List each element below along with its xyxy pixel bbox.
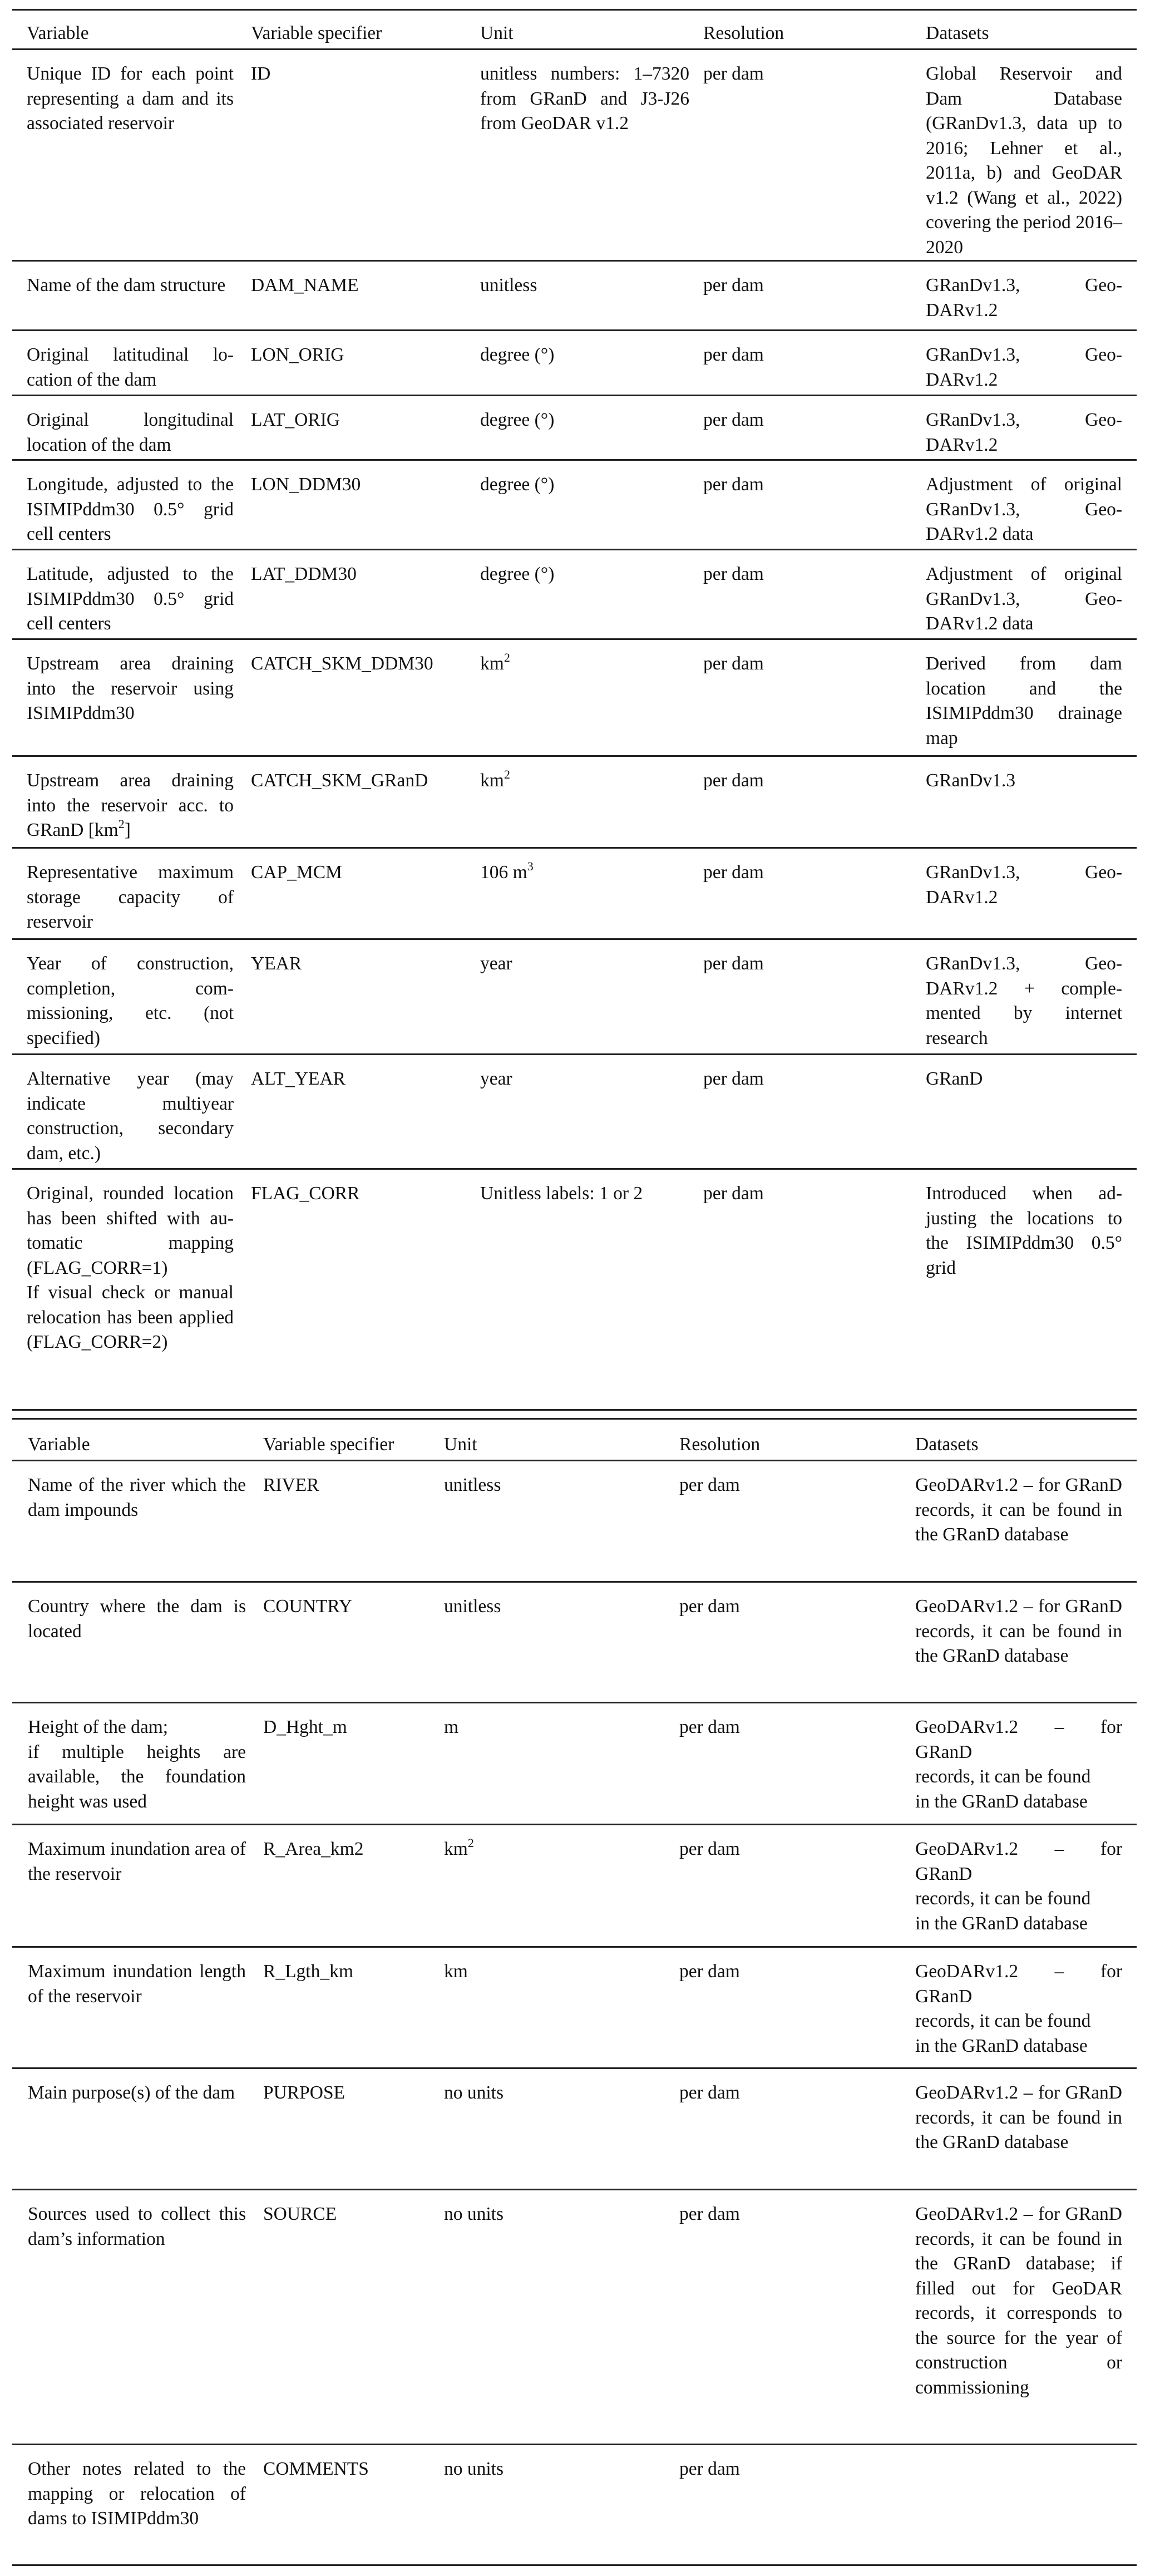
- superscript: 2: [118, 816, 125, 831]
- specifier-cell: [251, 562, 462, 587]
- row-rule: [12, 1946, 1137, 1948]
- resolution-cell: [679, 1959, 891, 1984]
- top-rule: [12, 9, 1137, 11]
- variable-cell: [27, 860, 234, 935]
- header-datasets: Datasets: [926, 23, 989, 43]
- specifier-text: DAM_NAME: [251, 275, 359, 295]
- datasets-text: Global Reservoir and Dam Database (GRanDv1.3, data up to 2016; Lehner et al., 2011a, b) and GeoDAR v1.2 (Wang et al., 2022) covering the period 2016–2020: [926, 63, 1122, 258]
- specifier-text: COUNTRY: [263, 1596, 353, 1617]
- header-unit: Unit: [480, 23, 514, 43]
- variable-text: Original longitudinal location of the dam: [27, 410, 234, 455]
- row-rule: [12, 1824, 1137, 1825]
- variable-cell: [28, 1594, 246, 1644]
- datasets-cell: [926, 860, 1122, 910]
- unit-cell: [480, 952, 689, 977]
- specifier-cell: [251, 472, 462, 498]
- resolution-cell: [679, 2202, 891, 2227]
- variable-cell: [27, 652, 234, 726]
- unit-cell: [480, 860, 689, 885]
- unit-cell: [480, 62, 689, 136]
- datasets-text: GRanDv1.3, GeoDARv1.2: [926, 344, 1122, 390]
- unit-text: Unitless labels: 1 or 2: [480, 1183, 643, 1204]
- variable-cell: [27, 62, 234, 136]
- header-variable: Variable: [28, 1434, 90, 1455]
- specifier-cell: [263, 1837, 430, 1862]
- header-resolution: Resolution: [703, 23, 784, 43]
- specifier-text: LAT_ORIG: [251, 410, 340, 430]
- variable-text: Upstream area draining into the reservoir acc. to GRanD [km: [27, 770, 234, 840]
- resolution-text: per dam: [703, 564, 764, 584]
- unit-cell: [444, 1594, 655, 1619]
- unit-cell: [444, 2202, 655, 2227]
- row-rule: [12, 2189, 1137, 2190]
- row-rule: [12, 2564, 1137, 2566]
- unit-text: no units: [444, 2204, 504, 2224]
- datasets-text: GeoDARv1.2 – for GRanD records, it can be found in the GRanD database; if filled out for GeoDAR records, it corresponds to the source for the year of construction or commissioning: [915, 2204, 1122, 2398]
- resolution-text: per dam: [703, 862, 764, 883]
- unit-text: no units: [444, 2082, 504, 2103]
- resolution-text: per dam: [703, 275, 764, 295]
- unit-text: degree (°): [480, 410, 555, 430]
- datasets-text: GRanDv1.3: [926, 770, 1015, 791]
- resolution-cell: [703, 562, 904, 587]
- unit-text: km: [444, 1961, 468, 1982]
- row-rule: [12, 395, 1137, 396]
- resolution-cell: [703, 1067, 904, 1092]
- row-rule: [12, 1053, 1137, 1055]
- variable-cell: [28, 2457, 246, 2531]
- unit-cell: [444, 1473, 655, 1498]
- variable-cell: [27, 273, 234, 298]
- unit-text: degree (°): [480, 344, 555, 365]
- specifier-text: LON_ORIG: [251, 344, 344, 365]
- variable-text: Height of the dam;: [28, 1717, 169, 1737]
- unit-text: km: [480, 653, 504, 674]
- specifier-text: ALT_YEAR: [251, 1068, 346, 1089]
- datasets-text: GeoDARv1.2 – for GRanD records, it can be found in the GRanD database: [915, 1475, 1122, 1545]
- variable-text: Representative maximum storage capacity of reservoir: [27, 862, 234, 932]
- resolution-text: per dam: [679, 1961, 740, 1982]
- specifier-text: R_Lgth_km: [263, 1961, 353, 1982]
- unit-cell: [480, 652, 689, 677]
- datasets-line: in the GRanD database: [915, 1791, 1088, 1812]
- unit-text: no units: [444, 2459, 504, 2479]
- resolution-cell: [703, 860, 904, 885]
- variable-text: Original, rounded location has been shifted with automatic mapping (FLAG_CORR=1): [27, 1183, 234, 1278]
- resolution-text: per dam: [703, 953, 764, 974]
- specifier-text: SOURCE: [263, 2204, 337, 2224]
- specifier-text: CATCH_SKM_GRanD: [251, 770, 428, 791]
- text-tail: ]: [124, 820, 131, 840]
- resolution-text: per dam: [679, 2459, 740, 2479]
- datasets-cell: [926, 472, 1122, 547]
- unit-cell: [480, 769, 689, 794]
- resolution-cell: [679, 2457, 891, 2482]
- variable-second-paragraph: If visual check or manual relocation has been applied (FLAG_CORR=2): [27, 1282, 234, 1352]
- header-variable: Variable: [27, 23, 89, 43]
- unit-text: degree (°): [480, 564, 555, 584]
- row-rule: [12, 847, 1137, 849]
- variable-cell: [27, 1067, 234, 1166]
- resolution-cell: [703, 652, 904, 677]
- datasets-cell: [915, 1473, 1122, 1548]
- datasets-cell: [915, 1959, 1122, 2058]
- resolution-text: per dam: [679, 2204, 740, 2224]
- superscript: 3: [527, 859, 534, 873]
- resolution-cell: [679, 1837, 891, 1862]
- resolution-text: per dam: [679, 1839, 740, 1859]
- datasets-cell: [926, 769, 1122, 794]
- datasets-text: GRanDv1.3, GeoDARv1.2: [926, 275, 1122, 321]
- specifier-text: LON_DDM30: [251, 474, 361, 495]
- datasets-text: GRanDv1.3, GeoDARv1.2 + complemented by internet research: [926, 953, 1122, 1048]
- variable-text: Longitude, adjusted to the ISIMIPddm30 0.5° grid cell centers: [27, 474, 234, 544]
- variable-cell: [27, 343, 234, 392]
- unit-text: 106 m: [480, 862, 527, 883]
- unit-text: unitless numbers: 1–7320 from GRanD and J3-J26 from GeoDAR v1.2: [480, 63, 689, 134]
- unit-cell: [480, 1181, 689, 1206]
- datasets-line: GeoDARv1.2 – for: [915, 1717, 1122, 1737]
- specifier-text: COMMENTS: [263, 2459, 369, 2479]
- header-rule: [12, 1460, 1137, 1461]
- specifier-cell: [251, 343, 462, 368]
- header-rule: [12, 48, 1137, 50]
- resolution-cell: [679, 1715, 891, 1740]
- unit-text: year: [480, 953, 512, 974]
- datasets-text: Adjustment of original GRanDv1.3, GeoDARv1.2 data: [926, 474, 1122, 544]
- variable-text: Main purpose(s) of the dam: [28, 2082, 235, 2103]
- variable-text: Maximum inundation length of the reservoir: [28, 1961, 246, 2007]
- specifier-cell: [251, 952, 462, 977]
- unit-cell: [480, 273, 689, 298]
- specifier-text: RIVER: [263, 1475, 319, 1495]
- variable-cell: [27, 408, 234, 457]
- unit-text: km: [480, 770, 504, 791]
- resolution-cell: [703, 408, 904, 433]
- header-specifier: Variable specifier: [251, 23, 382, 43]
- variable-cell: [28, 2081, 246, 2106]
- resolution-cell: [703, 343, 904, 368]
- unit-text: km: [444, 1839, 468, 1859]
- unit-cell: [444, 1837, 655, 1862]
- specifier-cell: [263, 2081, 430, 2106]
- variable-cell: [28, 1959, 246, 2009]
- table1-bottom-rule: [12, 1409, 1137, 1411]
- variable-text: Year of construction, completion, commissioning, etc. (not specified): [27, 953, 234, 1048]
- unit-text: unitless: [444, 1475, 501, 1495]
- specifier-cell: [263, 1959, 430, 1984]
- variable-text: Latitude, adjusted to the ISIMIPddm30 0.5° grid cell centers: [27, 564, 234, 634]
- header-unit: Unit: [444, 1434, 477, 1455]
- datasets-cell: [926, 343, 1122, 392]
- unit-cell: [444, 1959, 655, 1984]
- resolution-cell: [703, 769, 904, 794]
- datasets-cell: [915, 2081, 1122, 2155]
- specifier-cell: [251, 1067, 462, 1092]
- specifier-text: ID: [251, 63, 271, 84]
- specifier-text: D_Hght_m: [263, 1717, 347, 1737]
- datasets-cell: [926, 562, 1122, 637]
- variable-text: Upstream area draining into the reservoir using ISIMIPddm30: [27, 653, 234, 723]
- top-rule: [12, 1418, 1137, 1420]
- variable-second-paragraph: if multiple heights are available, the foundation height was used: [28, 1741, 246, 1812]
- variable-text: Sources used to collect this dam’s information: [28, 2204, 246, 2249]
- row-rule: [12, 549, 1137, 550]
- specifier-cell: [251, 652, 462, 677]
- specifier-text: CAP_MCM: [251, 862, 342, 883]
- datasets-text: GRanDv1.3, GeoDARv1.2: [926, 410, 1122, 455]
- unit-cell: [480, 562, 689, 587]
- datasets-text: GRanD: [926, 1068, 983, 1089]
- unit-text: year: [480, 1068, 512, 1089]
- datasets-line: GeoDARv1.2 – for: [915, 1961, 1122, 1982]
- resolution-cell: [679, 1594, 891, 1619]
- header-datasets: Datasets: [915, 1434, 979, 1455]
- variable-text: Unique ID for each point representing a dam and its associated reservoir: [27, 63, 234, 134]
- variable-cell: [27, 472, 234, 547]
- unit-cell: [444, 2081, 655, 2106]
- row-rule: [12, 1168, 1137, 1170]
- datasets-text: GeoDARv1.2 – for GRanD records, it can be found in the GRanD database: [915, 2082, 1122, 2153]
- resolution-cell: [703, 952, 904, 977]
- resolution-text: per dam: [703, 474, 764, 495]
- resolution-cell: [703, 1181, 904, 1206]
- specifier-cell: [251, 860, 462, 885]
- resolution-text: per dam: [703, 344, 764, 365]
- specifier-text: PURPOSE: [263, 2082, 346, 2103]
- row-rule: [12, 638, 1137, 640]
- specifier-cell: [251, 1181, 462, 1206]
- superscript: 2: [504, 650, 510, 664]
- resolution-text: per dam: [679, 1475, 740, 1495]
- datasets-cell: [926, 1067, 1122, 1092]
- resolution-text: per dam: [679, 2082, 740, 2103]
- variable-text: Name of the dam structure: [27, 275, 226, 295]
- resolution-cell: [703, 273, 904, 298]
- unit-cell: [480, 472, 689, 498]
- specifier-text: YEAR: [251, 953, 302, 974]
- specifier-text: FLAG_CORR: [251, 1183, 360, 1204]
- resolution-text: per dam: [703, 1068, 764, 1089]
- row-rule: [12, 938, 1137, 940]
- specifier-cell: [263, 1715, 430, 1740]
- variable-text: Original latitudinal location of the dam: [27, 344, 234, 390]
- row-rule: [12, 2444, 1137, 2445]
- unit-text: m: [444, 1717, 459, 1737]
- datasets-cell: [926, 62, 1122, 260]
- variable-cell: [27, 562, 234, 637]
- datasets-cell: [926, 273, 1122, 323]
- datasets-line: GRanD: [915, 1741, 973, 1762]
- header-specifier: Variable specifier: [263, 1434, 394, 1455]
- specifier-text: R_Area_km2: [263, 1839, 364, 1859]
- resolution-text: per dam: [679, 1717, 740, 1737]
- unit-cell: [444, 2457, 655, 2482]
- resolution-text: per dam: [703, 653, 764, 674]
- unit-text: unitless: [444, 1596, 501, 1617]
- resolution-text: per dam: [703, 410, 764, 430]
- specifier-cell: [263, 2457, 430, 2482]
- variable-text: Maximum inundation area of the reservoir: [28, 1839, 246, 1884]
- variable-cell: [27, 952, 234, 1051]
- variable-cell: [28, 1473, 246, 1523]
- row-rule: [12, 2067, 1137, 2069]
- datasets-cell: [915, 1715, 1122, 1814]
- datasets-text: Derived from dam location and the ISIMIPddm30 drainage map: [926, 653, 1122, 748]
- specifier-text: LAT_DDM30: [251, 564, 357, 584]
- specifier-text: CATCH_SKM_DDM30: [251, 653, 433, 674]
- datasets-cell: [926, 1181, 1122, 1280]
- datasets-cell: [926, 408, 1122, 457]
- resolution-text: per dam: [679, 1596, 740, 1617]
- unit-cell: [480, 408, 689, 433]
- unit-cell: [480, 1067, 689, 1092]
- variable-cell: [27, 1181, 234, 1355]
- row-rule: [12, 329, 1137, 331]
- variable-text: Alternative year (may indicate multiyear construction, secondary dam, etc.): [27, 1068, 234, 1164]
- datasets-line: records, it can be found: [915, 2011, 1091, 2031]
- variable-cell: [28, 2202, 246, 2252]
- variable-text: Other notes related to the mapping or relocation of dams to ISIMIPddm30: [28, 2459, 246, 2529]
- unit-cell: [480, 343, 689, 368]
- datasets-cell: [915, 2202, 1122, 2400]
- specifier-cell: [251, 62, 462, 87]
- resolution-cell: [679, 1473, 891, 1498]
- specifier-cell: [263, 1473, 430, 1498]
- datasets-cell: [915, 1837, 1122, 1936]
- unit-text: unitless: [480, 275, 537, 295]
- specifier-cell: [263, 1594, 430, 1619]
- datasets-cell: [926, 652, 1122, 751]
- row-rule: [12, 459, 1137, 461]
- datasets-line: in the GRanD database: [915, 1913, 1088, 1934]
- variable-text: Name of the river which the dam impounds: [28, 1475, 246, 1520]
- specifier-cell: [251, 769, 462, 794]
- datasets-line: in the GRanD database: [915, 2035, 1088, 2056]
- variable-cell: [28, 1715, 246, 1814]
- resolution-text: per dam: [703, 63, 764, 84]
- specifier-cell: [263, 2202, 430, 2227]
- resolution-cell: [703, 472, 904, 498]
- row-rule: [12, 260, 1137, 262]
- datasets-line: records, it can be found: [915, 1766, 1091, 1787]
- row-rule: [12, 755, 1137, 757]
- resolution-text: per dam: [703, 770, 764, 791]
- variable-cell: [28, 1837, 246, 1887]
- superscript: 2: [504, 767, 510, 781]
- specifier-cell: [251, 273, 462, 298]
- resolution-text: per dam: [703, 1183, 764, 1204]
- resolution-cell: [703, 62, 904, 87]
- variable-cell: [27, 769, 234, 843]
- datasets-text: GRanDv1.3, GeoDARv1.2: [926, 862, 1122, 908]
- resolution-cell: [679, 2081, 891, 2106]
- unit-cell: [444, 1715, 655, 1740]
- datasets-line: GRanD: [915, 1863, 973, 1884]
- datasets-text: GeoDARv1.2 – for GRanD records, it can be found in the GRanD database: [915, 1596, 1122, 1666]
- datasets-line: GRanD: [915, 1986, 973, 2007]
- specifier-cell: [251, 408, 462, 433]
- variable-text: Country where the dam is located: [28, 1596, 246, 1642]
- row-rule: [12, 1702, 1137, 1703]
- header-resolution: Resolution: [679, 1434, 761, 1455]
- datasets-cell: [926, 952, 1122, 1051]
- unit-text: degree (°): [480, 474, 555, 495]
- datasets-text: Adjustment of original GRanDv1.3, GeoDARv1.2 data: [926, 564, 1122, 634]
- datasets-line: GeoDARv1.2 – for: [915, 1839, 1122, 1859]
- datasets-cell: [915, 1594, 1122, 1669]
- row-rule: [12, 1581, 1137, 1583]
- datasets-text: Introduced when adjusting the locations to the ISIMIPddm30 0.5° grid: [926, 1183, 1122, 1278]
- superscript: 2: [467, 1835, 474, 1850]
- datasets-line: records, it can be found: [915, 1888, 1091, 1909]
